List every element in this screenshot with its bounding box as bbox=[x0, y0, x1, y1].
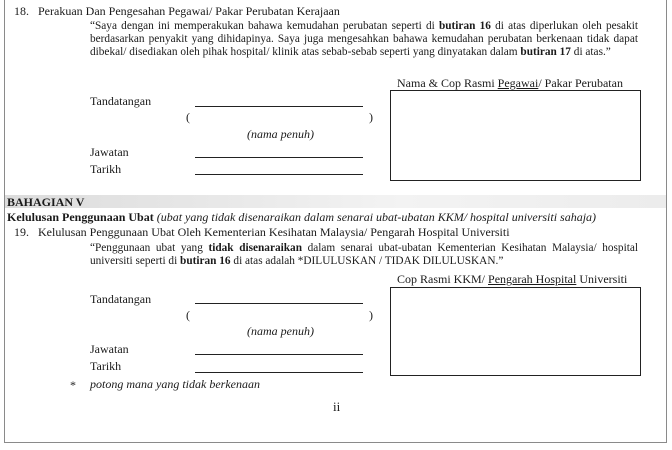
section-19-tandatangan-label: Tandatangan bbox=[90, 292, 152, 306]
section-18-jawatan-label: Jawatan bbox=[90, 145, 129, 159]
section-19-number: 19. bbox=[14, 225, 29, 239]
section-19-paren-open: ( bbox=[186, 308, 190, 322]
section-19-jawatan-label: Jawatan bbox=[90, 342, 129, 356]
footnote-text: potong mana yang tidak berkenaan bbox=[90, 377, 260, 391]
section-18-stamp-box[interactable] bbox=[390, 90, 641, 181]
section-18-tarikh-line[interactable] bbox=[195, 174, 363, 175]
section-19-nama-penuh: (nama penuh) bbox=[247, 324, 314, 338]
bahagian-v-header-bar bbox=[5, 195, 666, 208]
section-18-box-caption: Nama & Cop Rasmi Pegawai/ Pakar Perubatan bbox=[397, 76, 623, 90]
section-19-stamp-box[interactable] bbox=[390, 287, 641, 376]
section-19-declaration: “Penggunaan ubat yang tidak disenaraikan dalam senarai ubat-ubatan Kementerian Kesihatan Malaysia/ hospital universiti seperti di butiran 16 di atas adalah *DILULUSKAN / TIDAK DILULUSKAN.” bbox=[90, 242, 638, 267]
section-18-signature-line[interactable] bbox=[195, 106, 363, 107]
section-19-tarikh-line[interactable] bbox=[195, 372, 363, 373]
section-19-jawatan-line[interactable] bbox=[195, 354, 363, 355]
page-number: ii bbox=[333, 399, 341, 414]
section-19-heading: Kelulusan Penggunaan Ubat Oleh Kementerian Kesihatan Malaysia/ Pengarah Hospital Universiti bbox=[38, 225, 510, 239]
section-19-box-caption: Cop Rasmi KKM/ Pengarah Hospital Universiti bbox=[397, 272, 628, 286]
section-18-jawatan-line[interactable] bbox=[195, 157, 363, 158]
footnote-asterisk: * bbox=[70, 378, 76, 392]
section-18-paren-open: ( bbox=[186, 110, 190, 124]
section-19-paren-close: ) bbox=[369, 308, 373, 322]
section-18-tarikh-label: Tarikh bbox=[90, 162, 122, 176]
bahagian-v-title: BAHAGIAN V bbox=[7, 195, 85, 209]
section-18-heading: Perakuan Dan Pengesahan Pegawai/ Pakar Perubatan Kerajaan bbox=[38, 4, 340, 18]
section-19-tarikh-label: Tarikh bbox=[90, 359, 122, 373]
bahagian-v-subtitle: Kelulusan Penggunaan Ubat (ubat yang tidak disenaraikan dalam senarai ubat-ubatan KKM/ hospital universiti sahaja) bbox=[7, 210, 597, 224]
section-19-signature-line[interactable] bbox=[195, 303, 363, 304]
section-18-tandatangan-label: Tandatangan bbox=[90, 94, 152, 108]
section-18-paren-close: ) bbox=[369, 110, 373, 124]
section-18-number: 18. bbox=[14, 4, 29, 18]
section-18-declaration: “Saya dengan ini memperakukan bahawa kemudahan perubatan seperti di butiran 16 di atas diperlukan oleh pesakit berdasarkan penyakit yang dihidapinya. Saya juga mengesahkan bahawa kemudahan perubatan berkenaan tidak dapat dibekal/ disediakan oleh pihak hospital/ klinik atas sebab-sebab seperti yang dinyatakan dalam butiran 17 di atas.” bbox=[90, 20, 638, 58]
section-18-nama-penuh: (nama penuh) bbox=[247, 127, 314, 141]
